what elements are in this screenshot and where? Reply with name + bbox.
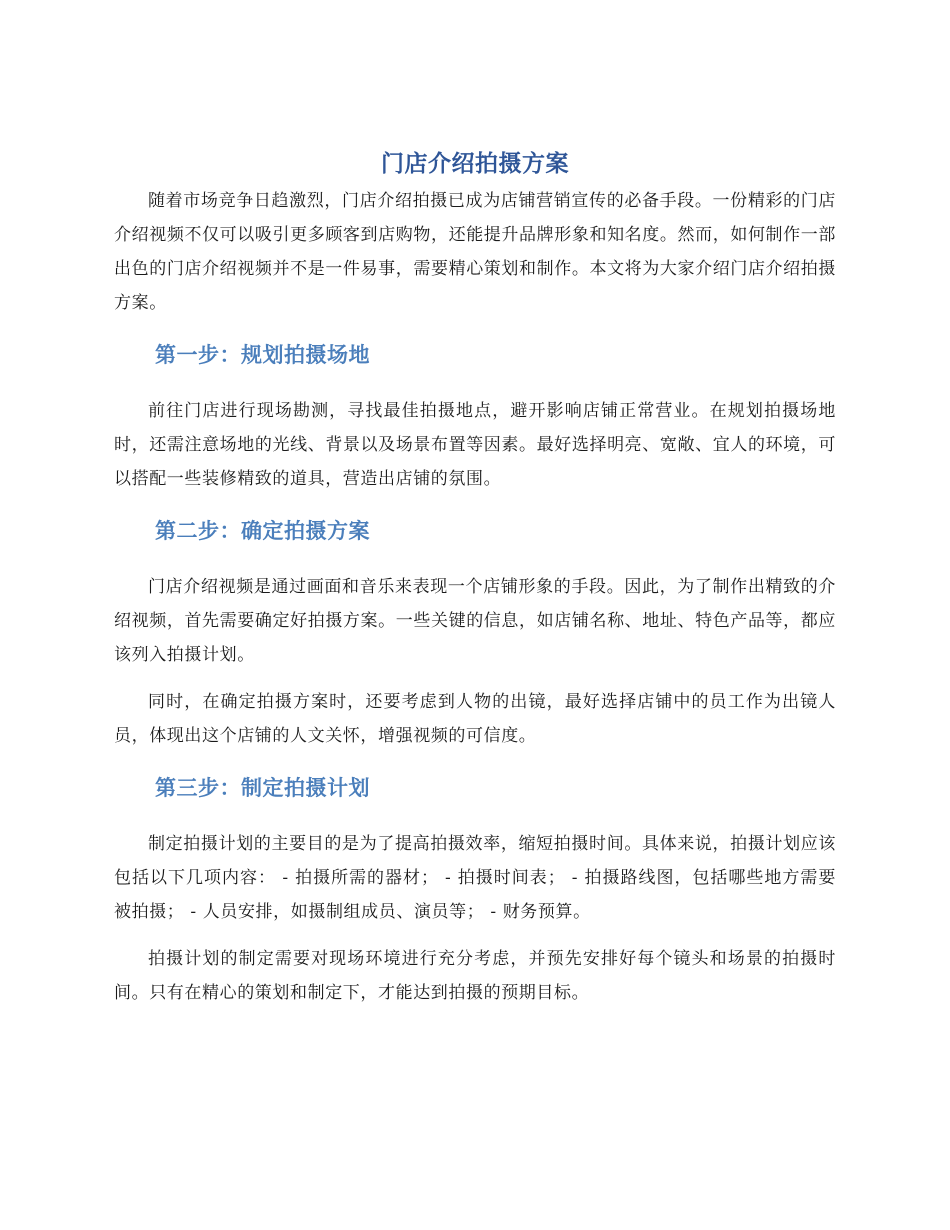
section-3-paragraph-2: 拍摄计划的制定需要对现场环境进行充分考虑，并预先安排好每个镜头和场景的拍摄时间。只有在精心的策划和制定下，才能达到拍摄的预期目标。 <box>114 949 836 1003</box>
section-heading-step-3: 第三步：制定拍摄计划 <box>155 776 370 800</box>
intro-paragraph: 随着市场竞争日趋激烈，门店介绍拍摄已成为店铺营销宣传的必备手段。一份精彩的门店介绍视频不仅可以吸引更多顾客到店购物，还能提升品牌形象和知名度。然而，如何制作一部出色的门店介绍视频并不是一件易事，需要精心策划和制作。本文将为大家介绍门店介绍拍摄方案。 <box>114 191 836 313</box>
section-1-paragraph-1: 前往门店进行现场勘测，寻找最佳拍摄地点，避开影响店铺正常营业。在规划拍摄场地时，还需注意场地的光线、背景以及场景布置等因素。最好选择明亮、宽敞、宜人的环境，可以搭配一些装修精致的道具，营造出店铺的氛围。 <box>114 401 836 489</box>
section-2-paragraph-1: 门店介绍视频是通过画面和音乐来表现一个店铺形象的手段。因此，为了制作出精致的介绍视频，首先需要确定好拍摄方案。一些关键的信息，如店铺名称、地址、特色产品等，都应该列入拍摄计划。 <box>114 577 836 665</box>
section-heading-step-2: 第二步：确定拍摄方案 <box>155 519 370 543</box>
document-title: 门店介绍拍摄方案 <box>381 151 569 177</box>
section-heading-step-1: 第一步：规划拍摄场地 <box>155 343 370 367</box>
section-3-paragraph-1: 制定拍摄计划的主要目的是为了提高拍摄效率，缩短拍摄时间。具体来说，拍摄计划应该包括以下几项内容： - 拍摄所需的器材； - 拍摄时间表； - 拍摄路线图，包括哪些地方需要被拍摄； - 人员安排，如摄制组成员、演员等； - 财务预算。 <box>114 834 836 922</box>
document-body <box>114 144 836 1010</box>
section-2-paragraph-2: 同时，在确定拍摄方案时，还要考虑到人物的出镜，最好选择店铺中的员工作为出镜人员，体现出这个店铺的人文关怀，增强视频的可信度。 <box>114 692 836 746</box>
